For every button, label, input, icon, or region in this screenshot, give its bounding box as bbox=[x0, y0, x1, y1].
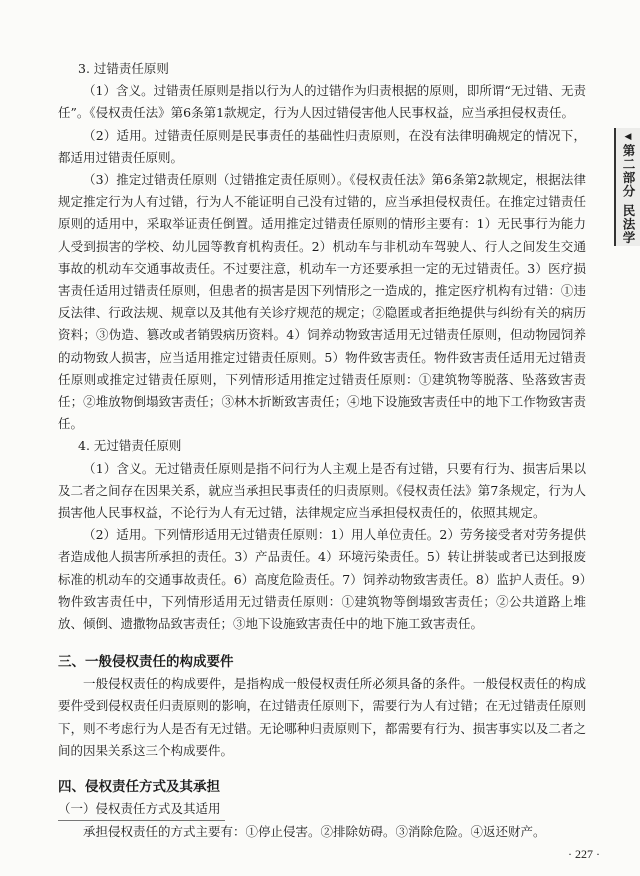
chapter-side-tab bbox=[614, 128, 640, 246]
section-4-paragraph-2: （2）适用。下列情形适用无过错责任原则：1）用人单位责任。2）劳务接受者对劳务提供者造成他人损害所承担的责任。3）产品责任。4）环境污染责任。5）转让拼装或者已达到报废标准的机动车的交通事故责任。6）高度危险责任。7）饲养动物致害责任。8）监护人责任。9）物件致害责任中，下列情形适用无过错责任原则：①建筑物等倒塌致害责任；②公共道路上堆放、倾倒、遗撒物品致害责任；③地下设施致害责任中的地下施工致害责任。 bbox=[58, 527, 586, 632]
page-number: · 227 · bbox=[568, 847, 600, 861]
section-3-title: 3. 过错责任原则 bbox=[78, 61, 169, 76]
section-3-paragraph-3: （3）推定过错责任原则（过错推定责任原则）。《侵权责任法》第6条第2款规定，根据法律规定推定行为人有过错，行为人不能证明自己没有过错的，应当承担侵权责任。在推定过错责任原则的适用中，采取举证责任倒置。适用推定过错责任原则的情形主要有：1）无民事行为能力人受到损害的学校、幼儿园等教育机构责任。2）机动车与非机动车驾驶人、行人之间发生交通事故的机动车交通事故责任。不过要注意，机动车一方还要承担一定的无过错责任。3）医疗损害责任适用过错责任原则，但患者的损害是因下列情形之一造成的，推定医疗机构有过错：①违反法律、行政法规、规章以及其他有关诊疗规范的规定；②隐匿或者拒绝提供与纠纷有关的病历资料；③伪造、篡改或者销毁病历资料。4）饲养动物致害适用无过错责任原则，但动物园饲养的动物致人损害，应当适用推定过错责任原则。5）物件致害责任。物件致害责任适用无过错责任原则或推定过错责任原则，下列情形适用推定过错责任原则：①建筑物等脱落、坠落致害责任；②堆放物倒塌致害责任；③林木折断致害责任；④地下设施致害责任中的地下工作物致害责任。 bbox=[58, 172, 586, 432]
part-4-paragraph-1: 承担侵权责任的方式主要有：①停止侵害。②排除妨碍。③消除危险。④返还财产。 bbox=[83, 824, 546, 840]
part-3-paragraph-1: 一般侵权责任的构成要件，是指构成一般侵权责任所必须具备的条件。一般侵权责任的构成要件受到侵权责任归责原则的影响，在过错责任原则下，需要行为人有过错；在无过错责任原则下，则不考虑行为人是否有无过错。无论哪种归责原则下，都需要有行为、损害事实以及二者之间的因果关系这三个构成要件。 bbox=[58, 676, 586, 758]
side-tab-part-label: 第二部分 bbox=[621, 144, 636, 198]
section-4-paragraph-1: （1）含义。无过错责任原则是指不问行为人主观上是否有过错，只要有行为、损害后果以及二者之间存在因果关系，就应当承担民事责任的归责原则。《侵权责任法》第7条规定，行为人损害他人民事权益，不论行为人有无过错，法律规定应当承担侵权责任的，依照其规定。 bbox=[58, 460, 586, 521]
page-body bbox=[58, 58, 586, 844]
section-3-paragraph-2: （2）适用。过错责任原则是民事责任的基础性归责原则，在没有法律明确规定的情况下，都适用过错责任原则。 bbox=[58, 127, 586, 165]
part-3-heading: 三、一般侵权责任的构成要件 bbox=[58, 654, 234, 671]
side-tab-subject-label: 民法学 bbox=[621, 204, 636, 245]
section-3-paragraph-1: （1）含义。过错责任原则是指以行为人的过错作为归责根据的原则，即所谓“无过错、无责任”。《侵权责任法》第6条第1款规定，行为人因过错侵害他人民事权益，应当承担侵权责任。 bbox=[58, 83, 586, 121]
section-4-title: 4. 无过错责任原则 bbox=[78, 438, 182, 454]
part-4-subheading-1: （一）侵权责任方式及其适用 bbox=[58, 798, 225, 821]
part-4-heading: 四、侵权责任方式及其承担 bbox=[58, 779, 220, 796]
side-tab-arrow-icon: ◀ bbox=[624, 132, 632, 142]
